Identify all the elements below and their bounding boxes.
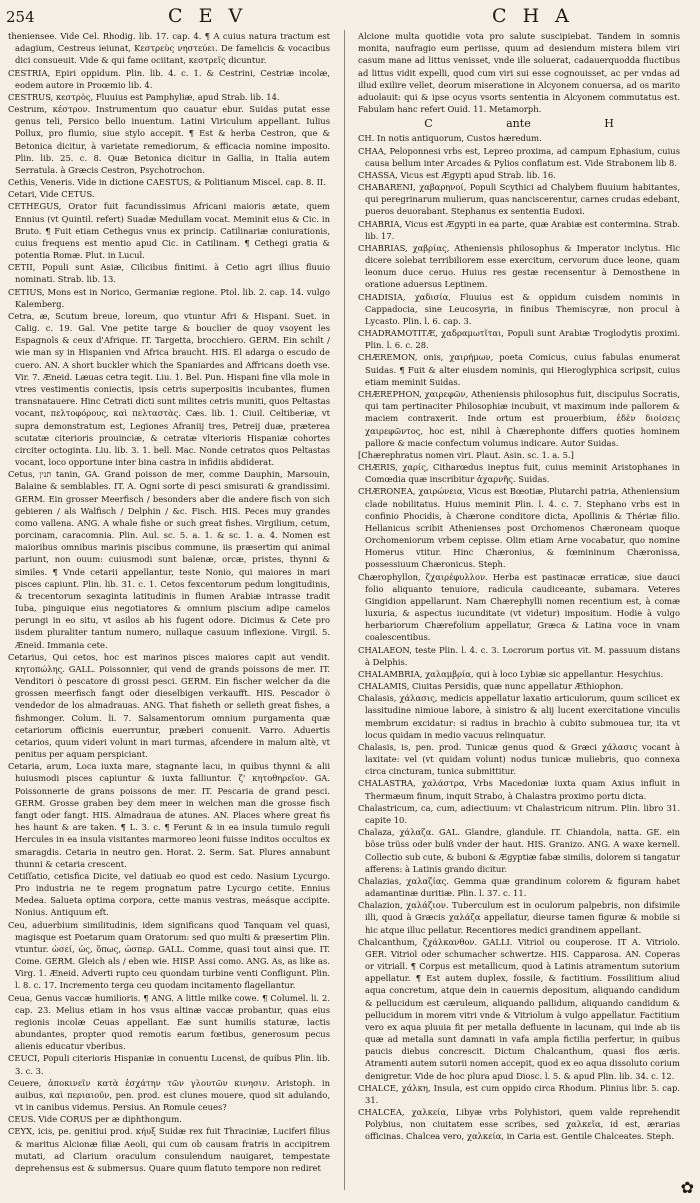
dictionary-entry: Ceu, aduerbium similitudinis, idem significans quod Tanquam vel quasi, magisque est Poetarum quam Oratorum: sed quo multi & præsertim Plin. vtuntur. ὡσεί, ὡς, ὅπως, ὡσπερ. GALL. Comme, quasi tout ainsi que. IT. Come. GERM. Gleich als / eben wie. HISP. Assi como. ANG. As, as like as. Virg. 1. Æneid. Adverti rupto ceu quondam turbine venti Confligunt. Plin. l. 8. c. 17. Incremento terga ceu quodam incitamento flagellantur.	[8, 919, 330, 991]
dictionary-entry: Cetaria, arum, Loca iuxta mare, stagnante lacu, in quibus thynni & alii huiusmodi pisces capiuntur & iuxta falliuntur. ζ' κητοθηρεῖον. GA. Poissonnerie de grans poissons de mer. IT. Pescaria de grand pesci. GERM. Grosse graben bey dem meer in welchen man die grosse fisch fangt oder fangt. HIS. Almadraua de atunes. AN. Places where great fis hes haunt & are taken. ¶ L. 3. c. ¶ Ferunt & in ea insula tumulo reguli Hercules in ea insula visitantes marmoreo leoni fuisse inditos occultos ex smaragdis. Cetaria in neutro gen. Horat. 2. Serm. Sat. Plures annabunt thunni & cetaria crescent.	[8, 761, 330, 869]
dictionary-entry: CHÆREPHON, χαιρεφῶν, Atheniensis philosophus fuit, discipulus Socratis, qui tam pertinaciter Philosophiæ incubuit, vt maximum inde pallorem & maciem contraxerit. Inde ortum est prouerbium, ἐδὲν διοίσεις χαιρεφῶντος, hoc est, nihil à Chærephonte differs quoties hominem pallore & macie confectum volumus indicare. Autor Suidas.	[358, 388, 680, 448]
dictionary-entry: CHABRIA, Vicus est Ægypti in ea parte, quæ Arabiæ est contermina. Strab. lib. 17.	[358, 218, 680, 241]
dictionary-entry: Chalaza, χάλαζα. GAL. Glandre, glandule. IT. Chiandola, natta. GE. ein böse trüss oder bulß vnder der haut. HIS. Granizo. ANG. A waxe kernell. Collectio sub cute, & buboni & Ægyptiæ fabæ similis, dolorem si tangatur afferens: à Latinis grando dicitur.	[358, 827, 680, 874]
dictionary-entry: Cetarius, Qui cetos, hoc est marinos pisces maiores capit aut vendit. κητοπώλης. GALL. Poissonnier, qui vend de grands poissons de mer. IT. Venditori ò pescatore di grossi pesci. GERM. Ein fischer welcher da die grossen meerfisch fangt oder dieselbigen verkaufft. HIS. Pescador ò vendedor de los almadrauas. ANG. That fisheth or selleth great fishes, a fishmonger. Colum. li. 7. Salsamentorum omnium purgamenta quæ cetariorum officinis euerruntur, præberi conuenit. Varro. Aduertis cetarios, quum videri volunt in mari turmas, afcendere in malum altè, vt penitus per aquam perspiciant.	[8, 651, 330, 760]
page-number: 254	[6, 8, 35, 26]
dictionary-entry: CESTRUS, κεστρὸς, Fluuius est Pamphyliæ, apud Strab. lib. 14.	[8, 91, 280, 102]
dictionary-entry: Chalazion, χαλάζιον. Tuberculum est in oculorum palpebris, non difsimile illi, quod à Græcis χαλάζα appellatur, dieurse tamen figuræ & mobile si hic atque illuc pellatur. Recentiores medici grandinem appellant.	[358, 900, 680, 935]
dictionary-entry: CETIUS, Mons est in Norico, Germaniæ regione. Ptol. lib. 2. cap. 14. vulgo Kalemberg.	[8, 286, 330, 309]
dictionary-entry: CETII, Populi sunt Asiæ, Cilicibus finitimi. à Cetio agri illius fluuio nominati. Strab. lib. 13.	[8, 262, 330, 285]
dictionary-entry: Cetra, æ, Scutum breue, loreum, quo vtuntur Afri & Hispani. Suet. in Calig. c. 19. Gal. Vne petite targe & bouclier de quoy vsoyent les Espagnols & ceux d'Afrique. IT. Targetta, brocchiero. GERM. Ein schilt / wie man sy in Hispanien vnd Africa braucht. HIS. El adarga o escudo de cuero. AN. A short buckler which the Spaniardes and Affricans doeth vse. Vir. 7. Æneid. Læuas cetra tegit. Liu. 1. Bel. Pun. Hispani fine vlla mole in vtres vestimentis coniectis, ipsis cetris superpositis incubantes, flumen transnatauere. Hinc Cetrati dicti sunt milites cetris muniti, quos Peltastas vocant, πελτοφόρους, καὶ πελταστὰς. Cæs. lib. 1. Ciuil. Celtiberiæ, vt supra demonstratum est, Legiones Afraniij tres, Petreij duæ, præterea scutatæ citerioris prouinciæ, & cetratæ vlterioris Hispaniæ cohortes circiter octoginta. Liu. lib. 3. 1. bell. Mac. Nonde cetratos quos Peltastas vocant, loco opportune inter bina castra in infidiis abdiderat.	[8, 310, 330, 468]
dictionary-entry: CESTRIA, Epiri oppidum. Plin. lib. 4. c. 1. & Cestrini, Cestriæ incolæ, eodem autore in Proœmio lib. 4.	[8, 67, 330, 90]
right-column-continuation	[358, 30, 680, 115]
dictionary-entry: Cetus, תנין tanin, GA. Grand poisson de mer, comme Dauphin, Marsouin, Balaine & semblables. IT. A. Ogni sorte di pesci smisurati & grandissimi. GERM. Ein grosser Meerfisch / besonders aber die andere fisch von sich gebieren / als Walfisch / Delphin / &c. Fisch. HIS. Peces muy grandes como vallena. ANG. A whale fishe or such great fishes. Virgilium, cetum, porcinam, caracomnia. Plin. Aul. sc. 5. a. 1. & sc. 1. a. 4. Nomen est maioribus omnibus marinis piscibus commune, iis præsertim qui animal pariunt, non ouum: cuiusmodi sunt balenæ, orcæ, pristes, thynni & similes. ¶ Vnde cetarii appellantur, teste Nonio, qui maiores in mari pisces capiunt. Plin. lib. 31. c. 1. Cetos fexcentorum pedum longitudinis, & trecentorum sexaginta latitudinis in flumen Arabiæ intrasse tradit Iuba, pinguique eius negotiatores & omnium piscium adipe camelos perungi in eo situ, vt asilos ab his fugent odore. Dicimus & Cete pro iisdem pluraliter tantum numero, nullaque casuum inflexione. Virgil. 5. Æneid. Immania cete.	[8, 469, 330, 650]
dictionary-entry: CHALCE, χάλκη, Insula, est cum oppido circa Rhodum. Plinius libr. 5. cap. 31.	[358, 1082, 680, 1105]
dictionary-entry: CHADISIA, χαδισία, Fluuius est & oppidum cuisdem nominis in Cappadocia, sine Leucosyria, in finibus Themiscyræ, non procul à Lycasto. Plin. l. 6. cap. 3.	[358, 291, 680, 326]
dictionary-entry: CEYX, icis, pe. genitiui prod. κήυξ Suidæ rex fuit Thraciniæ, Luciferi filius & maritus Alcionæ filiæ Aeoli, qui cum ob causam fratris in accipitrem mutati, ad Clarium oraculum consulendum nauigaret, tempestate deprehensus est & submersus. Quare quum flatuto tempore non rediret	[8, 1126, 330, 1173]
dictionary-entry: Cetari, Vide CETUS.	[8, 189, 95, 200]
dictionary-entry: CHÆRIS, χαρίς, Citharœdus ineptus fuit, cuius meminit Aristophanes in Comœdia quæ inscribitur ἀχαρνῆς. Suidas.	[358, 462, 680, 485]
dictionary-entry: CH. In notis antiquorum, Custos hæredum.	[358, 133, 542, 144]
right-column	[358, 30, 680, 1195]
dictionary-entry: CHALCEA, χαλκεία, Libyæ vrbs Polyhistori, quem valde reprehendit Polybius, non ciuitatem esse scribes, sed χαλκεῖα, id est, ærarias officinas. Chalcea vero, χαλκεία, in Caria est. Gentile Chalceates. Steph.	[358, 1107, 680, 1142]
page-header	[0, 4, 700, 28]
dictionary-entry: CHÆRONEA, χαιρώνεια, Vicus est Bœotiæ, Plutarchi patria, Atheniensium clade nobilitatus. Huius meminit Plin. l. 4. c. 7. Stephano vrbs est in confinio Phocidis, à Chærone conditore dicta, Apollinis & Thériæ filio. Hellanicus scribit Athenienses post Orchomenos Chæroneam quoque Orchomeniorum vrbem cepisse. Olim etiam Arne vocabatur, quo nomine Homerus vtitur. Hinc Chæronius, & fœmininum Chæronissa, possessiuum Chæronicus. Steph.	[358, 486, 680, 570]
dictionary-entry: CHABRIAS, χαβρίας, Atheniensis philosophus & Imperator inclytus. Hic dicere solebat terribiliorem esse exercitum, cervorum duce leone, quam leonum duce ceruo. Huius res gestæ recensentur à Demosthene in oratione aduersus Leptinem.	[358, 242, 680, 290]
dictionary-entry: Chalasis, χάλασις, medicis appellatur laxatio articulorum, quum scilicet ex lassitudine nimioue labore, à sinistro & alij lucent exercitatione vinculis membrum excidatur: si radius in brachio à cubito submouea tur, ita vt locus quidam in medio vacuus relinquatur.	[358, 693, 680, 740]
section-heading-ante: ante	[506, 117, 531, 131]
dictionary-entry: CEUCI, Populi citerioris Hispaniæ in conuentu Lucensi, de quibus Plin. lib. 3. c. 3.	[8, 1053, 330, 1076]
dictionary-entry: CHALAEON, teste Plin. l. 4. c. 3. Locrorum portus vit. M. passuum distans à Delphis.	[358, 644, 680, 667]
dictionary-entry: Ceua, Genus vaccæ humilioris. ¶ ANG. A little milke cowe. ¶ Columel. li. 2. cap. 23. Melius etiam in hos vsus altinæ vaccæ probantur, quas eius regionis incolæ Ceuas appellant. Eæ sunt humilis staturæ, lactis abundantes, propter quod remotis earum fœtibus, generosum pecus alienis educatur vberibus.	[8, 992, 330, 1052]
fleuron-ornament: ✿	[680, 1178, 694, 1197]
dictionary-entry: CHAA, Peloponnesi vrbs est, Lepreo proxima, ad campum Ephasium, cuius causa bellum inter Arcades & Pylios conflatum est. Vide Strabonem lib 8.	[358, 145, 680, 168]
dictionary-entry: CHALASTRA, χαλάστρα, Vrbs Macedoniæ iuxta quam Axius influit in Thermæum finum, inquit Strabo, à Chalastra proximo portu dicta.	[358, 778, 680, 801]
dictionary-entry: Chalcanthum, ζχάλκανθον. GALLI. Vitriol ou couperose. IT A. Vitriolo. GER. Vitriol oder schumacher schwertze. HIS. Capparosa. AN. Coperas or vitriall. ¶ Corpus est metallicum, quod à Latinis atramentum sutorium appellatur. ¶ Est autem duplex, fossile, & factitium. Fossilitium aliud aqua concretum, atque dein in cauernis depositum, aliquando candidum & pellucidum est cæruleum, aliquando pallidum, aliquando candidum & pellucidum in morem vitri vnde & Vitriolum à vulgo appellatur. Factitium vero ex aqua pluuia fit per metalla defluente in lacunam, qui inde ab iis quæ ad metalla sunt damnati in vafa ampla fictilia perfertur, in quibus paucis diebus concrescit. Dictum Chalcanthum, quasi flos æris. Atramenti autem sutorii nomen accepit, quod ex eo aqua dissoluto corium denigretur. Vide de hoc plura apud Diosc. l. 5. & apud Plin. lib. 34. c. 12.	[358, 936, 680, 1081]
running-title-right: C H A	[492, 5, 574, 27]
section-heading-c-ante-h	[358, 118, 680, 130]
dictionary-entry: CHADRAMOTITÆ, χαδραμωτῖται, Populi sunt Arabiæ Troglodytis proximi. Plin. l. 6. c. 28.	[358, 328, 680, 351]
dictionary-entry: Chærophyllon, ζχαιρέφυλλον. Herba est pastinacæ erraticæ, siue dauci folio aliquanto tenuiore, radicula caudiceante, subamara. Veteres Gingidion appellarunt. Nam Chærephylli nomen recentium est, à comæ luxuria, & aspectus iucunditate (vt videtur) impositum. Hodie à vulgo herbariorum Chærefolium appellatur, Græca & Latina voce in vnam coalescentibus.	[358, 571, 680, 643]
section-heading-letter-h: H	[604, 117, 614, 131]
left-column	[8, 30, 330, 1195]
dictionary-entry: Alcione multa quotidie vota pro salute suscipiebat. Tandem in somnis monita, naufragio eum periisse, quum ad desiendum mistera bilem viri casum mane ad littus venisset, vnde ille soluerat, cadauerquodda fluctibus ad littus vidit expelli, quod cum viri sui esse cognouisset, ac per vndas ad illud exilire vellet, deorum miseratione in Alcyonem conuersa, ad os marito aduolauit: qui & ipse ocyus vsorts sententia in Alcyonem commutatus est. Fabulam hanc refert Ouid. 11. Metamorph.	[358, 31, 680, 115]
dictionary-entry: Chalazias, χαλαζίας. Gemma quæ grandinum colorem & figuram habet adamantinæ duritiæ. Plin. l. 37. c. 11.	[358, 875, 680, 899]
dictionary-entry: CEUS. Vide CORUS per æ diphthongum.	[8, 1114, 182, 1125]
dictionary-entry: Ceuere, ἀποκινεῖν κατὰ ἐσχάτην τῶν γλουτῶν κινησιν. Aristoph. in auibus, καὶ περιαιοῦν, pen. prod. est clunes mouere, quod sit adulando, vt in canibus videmus. Persius. An Romule ceues?	[8, 1077, 330, 1113]
section-heading-letter-c: C	[424, 117, 433, 131]
dictionary-entry: Cetiſſatio, cetisfica Dicite, vel datiuab eo quod est cedo. Nasium Lycurgo. Pro industria ne te regem prognatum patre Lycurgo cetite. Ennius Medea. Salueta optima corpora, cette manus vestras, meásque accipite. Nonius. Antiquum eft.	[8, 870, 330, 918]
dictionary-entry: CHÆREMON, onis, χαιρήμων, poeta Comicus, cuius fabulas enumerat Suidas. ¶ Fuit & alter eiusdem nominis, qui Hieroglyphica scripsit, cuius etiam meminit Suidas.	[358, 352, 680, 387]
dictionary-entry: CHALAMBRIA, χαλαμβρία, qui à loco Lybiæ sic appellantur. Hesychius.	[358, 668, 664, 679]
dictionary-entry: Chalastricum, ca, cum, adiectiuum: vt Chalastricum nitrum. Plin. libro 31. capite 10.	[358, 802, 680, 825]
dictionary-entry: Chalasis, is, pen. prod. Tunicæ genus quod & Græci χάλασις vocant à laxitate: vel (vt quidam volunt) nodus tunicæ muliebris, quo connexa circa cincturam, tunica submittitur.	[358, 741, 680, 777]
dictionary-entry: CHALAMIS, Ciuitas Persidis, quæ nunc appellatur Æthiophon.	[358, 681, 624, 692]
running-title-left: C E V	[168, 5, 248, 27]
dictionary-entry: theniensee. Vide Cel. Rhodig. lib. 17. cap. 4. ¶ A cuius natura tractum est adagium, Cestreus ieiunat, Κεστρεὺς νηστεύει. De famelicis & vocacibus dici consueuit. Vide & qui fame ociitant, κεστρεῖς dicuntur.	[8, 31, 330, 66]
dictionary-entry: [Chærephratus nomen viri. Plaut. Asin. sc. 1. a. 5.]	[358, 449, 574, 460]
dictionary-entry: CETHEGUS, Orator fuit facundissimus Africani maioris ætate, quem Ennius (vt Quintil. refert) Suadæ Medullam vocat. Meminit eius & Cic. in Bruto. ¶ Fuit etiam Cethegus vnus ex princip. Catilinariæ coniurationis, cuius frequens est mentio apud Cic. in Catilinam. ¶ Cethegi gratia & potentia Romæ. Plut. in Lucul.	[8, 201, 330, 261]
dictionary-entry: Cethis, Veneris. Vide in dictione CAESTUS, & Politianum Miscel. cap. 8. II.	[8, 177, 326, 188]
right-column-entries	[358, 132, 680, 1142]
dictionary-entry: CHABARENI, χαβαρηνοί, Populi Scythici ad Chalybem fluuium habitantes, qui peregrinarum mulierum, quas nanciscerentur, carnes crudas edebant, pueros deuorabant. Stephanus ex sententia Eudoxi.	[358, 182, 680, 217]
column-divider	[344, 30, 345, 1190]
dictionary-entry: Cestrum, κέστρον. Instrumentum quo cauatur ebur. Suidas putat esse genus teli, Persico bello inuentum. Latini Viriculum appellant. Iulius Pollux, pro flumio, siue stylo accepit. ¶ Est & herba Cestron, que & Betonica dicitur, à varietate remediorum, & efficacia nomine imposito. Plin. lib. 25. c. 8. Quæ Betonica dicitur in Gallia, in Italia autem Serratula. à Græcis Cestron, Psychotrochon.	[8, 104, 330, 175]
dictionary-entry: CHASSA, Vicus est Ægypti apud Strab. lib. 16.	[358, 169, 556, 180]
